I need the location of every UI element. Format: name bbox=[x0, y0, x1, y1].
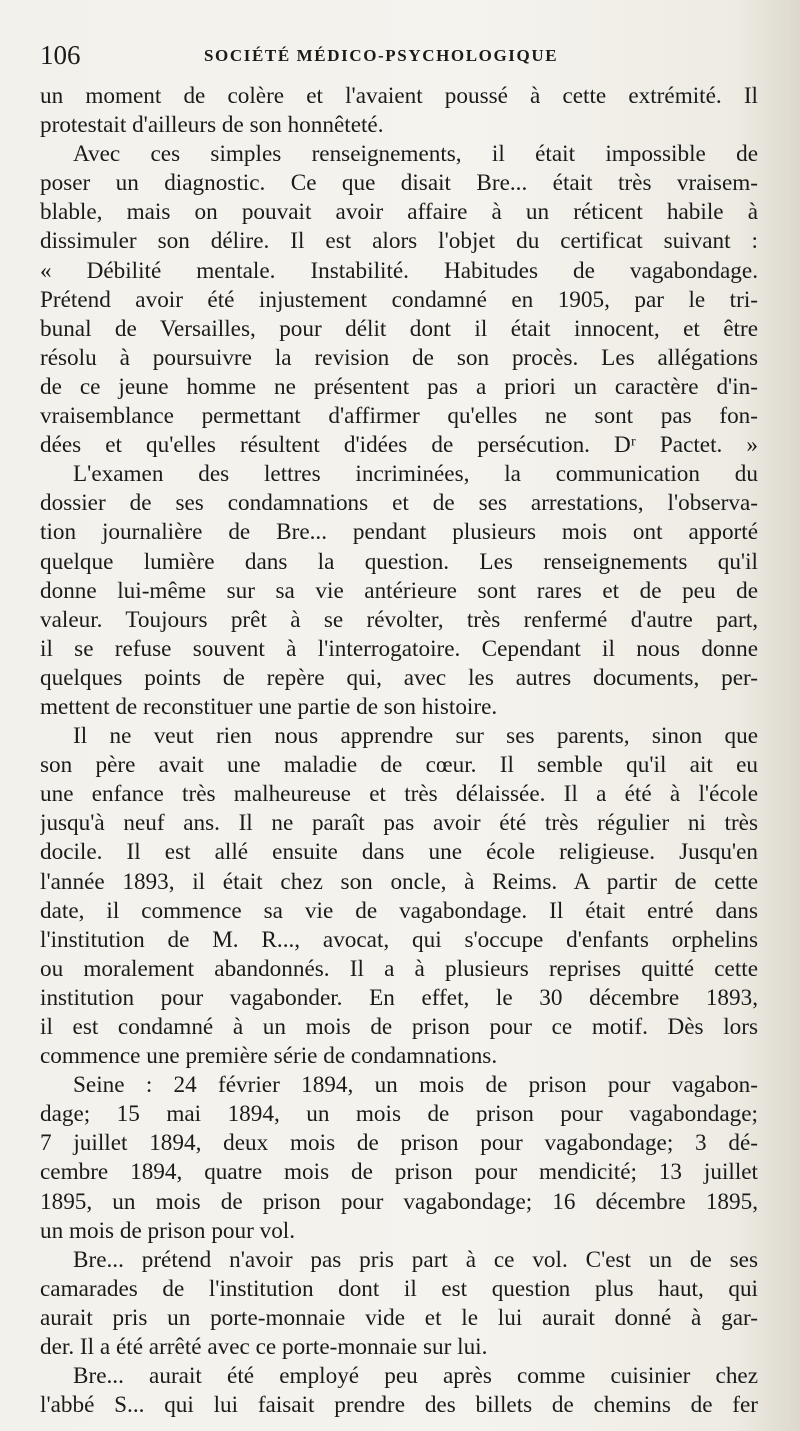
text-line: camarades de l'institution dont il est question plus haut, qui bbox=[40, 1275, 758, 1302]
text-line: dage; 15 mai 1894, un mois de prison pour vagabondage; bbox=[40, 1101, 758, 1128]
text-line: blable, mais on pouvait avoir affaire à un réticent habile à bbox=[40, 199, 758, 226]
text-line: « Débilité mentale. Instabilité. Habitudes de vagabondage. bbox=[40, 257, 758, 284]
text-line: der. Il a été arrêté avec ce porte-monnaie sur lui. bbox=[40, 1334, 488, 1361]
text-line: 1895, un mois de prison pour vagabondage; 16 décembre 1895, bbox=[40, 1188, 758, 1215]
text-line: quelques points de repère qui, avec les autres documents, per- bbox=[40, 664, 758, 691]
text-line: de ce jeune homme ne présentent pas a priori un caractère d'in- bbox=[40, 373, 758, 400]
text-line: institution pour vagabonder. En effet, le 30 décembre 1893, bbox=[40, 984, 758, 1011]
text-line: L'examen des lettres incriminées, la communication du bbox=[73, 461, 758, 488]
text-line: Bre... aurait été employé peu après comme cuisinier chez bbox=[73, 1363, 758, 1390]
text-line: résolu à poursuivre la revision de son procès. Les allégations bbox=[40, 344, 758, 371]
text-line: vraisemblance permettant d'affirmer qu'elles ne sont pas fon- bbox=[40, 403, 758, 430]
text-line: Seine : 24 février 1894, un mois de prison pour vagabon- bbox=[73, 1072, 758, 1099]
text-line: Prétend avoir été injustement condamné en 1905, par le tri- bbox=[40, 286, 758, 313]
text-line: il est condamné à un mois de prison pour ce motif. Dès lors bbox=[40, 1014, 758, 1040]
text-line: ou moralement abandonnés. Il a à plusieurs reprises quitté cette bbox=[40, 955, 758, 982]
text-line: l'année 1893, il était chez son oncle, à Reims. A partir de cette bbox=[40, 868, 758, 895]
text-line: Avec ces simples renseignements, il était impossible de bbox=[73, 141, 758, 168]
text-line: commence une première série de condamnations. bbox=[40, 1043, 498, 1070]
text-line: une enfance très malheureuse et très délaissée. Il a été à l'école bbox=[40, 781, 758, 808]
text-line: tion journalière de Bre... pendant plusieurs mois ont apporté bbox=[40, 519, 758, 546]
text-line: dées et qu'elles résultent d'idées de persécution. Dʳ Pactet. » bbox=[40, 432, 758, 459]
text-line: bunal de Versailles, pour délit dont il était innocent, et être bbox=[40, 315, 758, 342]
text-line: dissimuler son délire. Il est alors l'objet du certificat suivant : bbox=[40, 228, 758, 255]
text-line: son père avait une maladie de cœur. Il semble qu'il ait eu bbox=[40, 752, 758, 779]
text-line: Il ne veut rien nous apprendre sur ses parents, sinon que bbox=[73, 723, 758, 750]
text-line: l'institution de M. R..., avocat, qui s'occupe d'enfants orphelins bbox=[40, 926, 758, 953]
text-line: docile. Il est allé ensuite dans une école religieuse. Jusqu'en bbox=[40, 839, 758, 866]
page-header bbox=[40, 38, 760, 72]
text-line: un moment de colère et l'avaient poussé à cette extrémité. Il bbox=[40, 83, 758, 109]
text-line: 7 juillet 1894, deux mois de prison pour vagabondage; 3 dé- bbox=[40, 1130, 758, 1157]
running-head: SOCIÉTÉ MÉDICO-PSYCHOLOGIQUE bbox=[204, 46, 559, 65]
text-line: aurait pris un porte-monnaie vide et le lui aurait donné à gar- bbox=[40, 1304, 758, 1331]
text-line: protestait d'ailleurs de son honnêteté. bbox=[40, 112, 384, 139]
text-line: il se refuse souvent à l'interrogatoire. Cependant il nous donne bbox=[40, 635, 758, 662]
text-line: Bre... prétend n'avoir pas pris part à ce vol. C'est un de ses bbox=[73, 1246, 758, 1273]
text-line: donne lui-même sur sa vie antérieure sont rares et de peu de bbox=[40, 577, 758, 604]
text-line: quelque lumière dans la question. Les renseignements qu'il bbox=[40, 548, 758, 575]
text-line: date, il commence sa vie de vagabondage. Il était entré dans bbox=[40, 897, 758, 924]
text-line: mettent de reconstituer une partie de son histoire. bbox=[40, 693, 498, 720]
page-number: 106 bbox=[40, 40, 81, 70]
text-line: l'abbé S... qui lui faisait prendre des billets de chemins de fer bbox=[40, 1392, 758, 1419]
text-line: valeur. Toujours prêt à se révolter, très renfermé d'autre part, bbox=[40, 606, 758, 633]
text-line: jusqu'à neuf ans. Il ne paraît pas avoir été très régulier ni très bbox=[40, 810, 758, 837]
text-line: cembre 1894, quatre mois de prison pour mendicité; 13 juillet bbox=[40, 1159, 758, 1186]
text-line: un mois de prison pour vol. bbox=[40, 1217, 296, 1244]
text-line: poser un diagnostic. Ce que disait Bre... était très vraisem- bbox=[40, 170, 758, 197]
body-text bbox=[40, 82, 758, 1420]
text-line: dossier de ses condamnations et de ses arrestations, l'observa- bbox=[40, 490, 758, 517]
